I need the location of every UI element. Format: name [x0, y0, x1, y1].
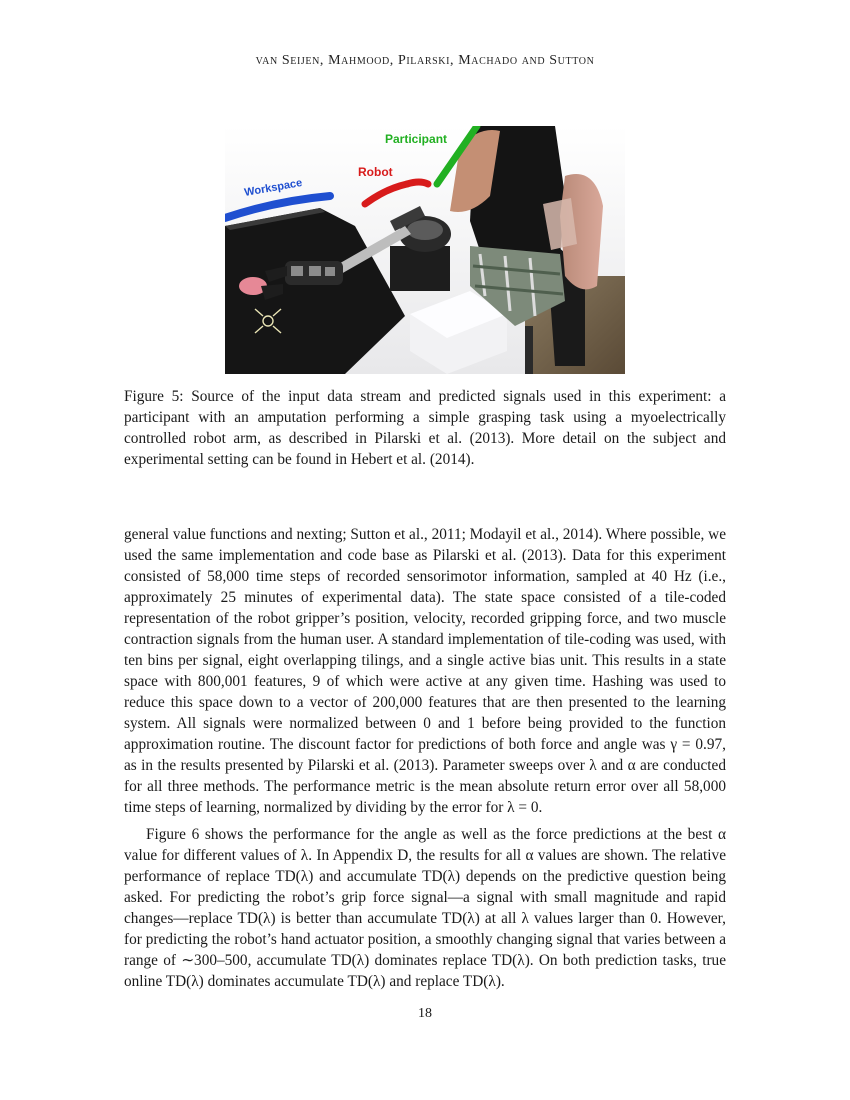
figure-caption: Figure 5: Source of the input data stream and predicted signals used in this experiment: a participant with an amputation performing a simple grasping task using a myoelectrically controlled robot arm, as described in Pilarski et al. (2013). More detail on the subject and experimental setting can be found in Hebert et al. (2014).	[124, 388, 726, 468]
paragraph: general value functions and nexting; Sutton et al., 2011; Modayil et al., 2014). Where possible, we used the same implementation and code base as Pilarski et al. (2013). Data for this experiment consisted of 58,000 time steps of recorded sensorimotor information, sampled at 40 Hz (i.e., approximately 25 minutes of experimental data). The state space consisted of a tile-coded representation of the robot gripper’s position, velocity, recorded gripping force, and two muscle contraction signals from the human user. A standard implementation of tile-coding was used, with ten bins per signal, eight overlapping tilings, and a single active bias unit. This results in a state space with 800,001 features, 9 of which were active at any given time. Hashing was used to reduce this space down to a vector of 200,000 features that are then presented to the learning system. All signals were normalized between 0 and 1 before being provided to the function approximation routine. The discount factor for predictions of both force and angle was γ = 0.97, as in the results presented by Pilarski et al. (2013). Parameter sweeps over λ and α are conducted for all three methods. The performance metric is the mean absolute return error over all 58,000 time steps of learning, normalized by dividing by the error for λ = 0.	[124, 526, 726, 816]
body-text	[124, 524, 726, 992]
experiment-photo-figure	[225, 126, 625, 374]
participant-label: Participant	[385, 132, 448, 146]
robot-base	[390, 246, 450, 291]
robot-label: Robot	[358, 165, 393, 179]
experiment-photo	[225, 126, 625, 374]
workspace-label: Workspace	[243, 176, 304, 199]
paragraph: Figure 6 shows the performance for the angle as well as the force predictions at the best α value for different values of λ. In Appendix D, the results for all α values are shown. The relative performance of replace TD(λ) and accumulate TD(λ) depends on the predictive question being asked. For predicting the robot’s grip force signal—a signal with small magnitude and rapid changes—replace TD(λ) is better than accumulate TD(λ) at all λ values larger than 0. However, for predicting the robot’s hand actuator position, a smoothly changing signal that varies between a range of ∼300–500, accumulate TD(λ) dominates replace TD(λ). On both prediction tasks, true online TD(λ) dominates accumulate TD(λ) and replace TD(λ).	[124, 826, 726, 990]
running-head: van Seijen, Mahmood, Pilarski, Machado and Sutton	[255, 53, 595, 68]
page-number: 18	[418, 1006, 432, 1021]
robot-indicator-lower	[407, 182, 428, 184]
